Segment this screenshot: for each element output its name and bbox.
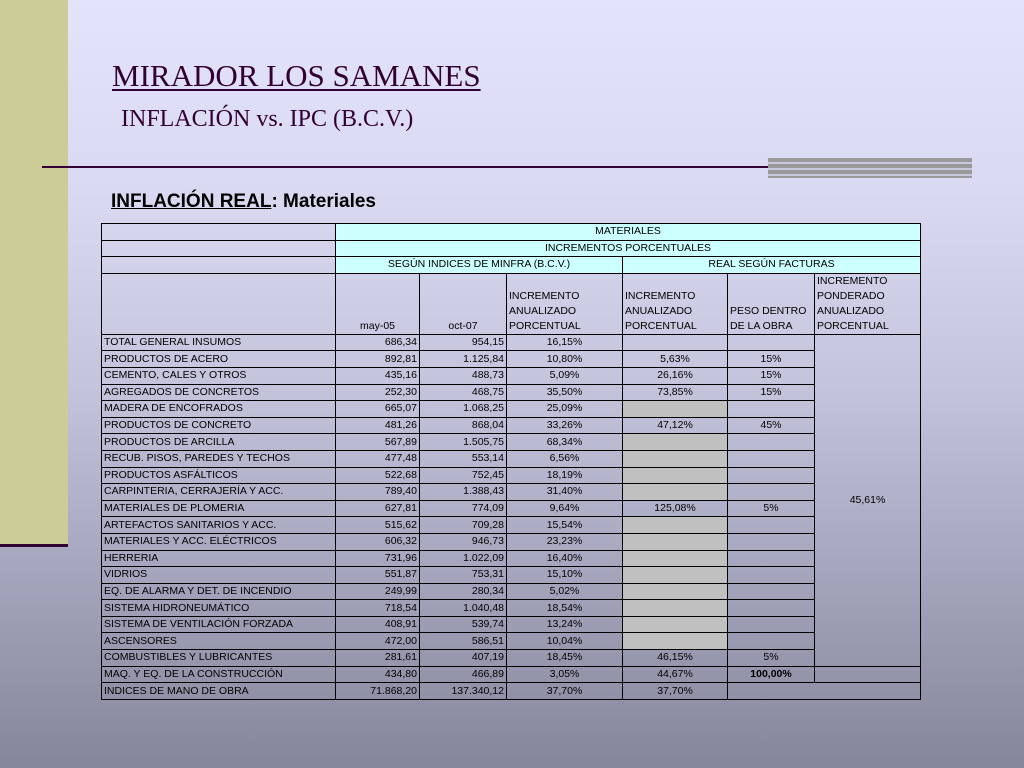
row-name-cell: SISTEMA DE VENTILACIÓN FORZADA xyxy=(102,616,336,633)
row-name-cell: ASCENSORES xyxy=(102,633,336,650)
row-name-cell: TOTAL GENERAL INSUMOS xyxy=(102,334,336,351)
row-peso-cell: 5% xyxy=(728,650,815,667)
row-may-cell: 515,62 xyxy=(336,517,420,534)
table-row xyxy=(102,616,921,633)
table-row xyxy=(102,384,921,401)
section-heading xyxy=(111,191,376,213)
row-real-cell xyxy=(623,583,728,600)
row-inc-cell: 16,40% xyxy=(507,550,623,567)
row-inc-cell: 18,45% xyxy=(507,650,623,667)
row-name-cell: PRODUCTOS DE ACERO xyxy=(102,351,336,368)
row-real-cell: 44,67% xyxy=(623,666,728,683)
empty-cell xyxy=(815,666,921,683)
table-row xyxy=(102,666,921,683)
row-inc-cell: 15,10% xyxy=(507,567,623,584)
row-peso-cell: 45% xyxy=(728,417,815,434)
row-inc-cell: 68,34% xyxy=(507,434,623,451)
row-oct-cell: 539,74 xyxy=(420,616,507,633)
row-peso-cell xyxy=(728,616,815,633)
row-peso-cell: 15% xyxy=(728,384,815,401)
row-inc-cell: 5,09% xyxy=(507,367,623,384)
column-header-peso: PESO DENTRO DE LA OBRA xyxy=(728,273,815,334)
row-may-cell: 731,96 xyxy=(336,550,420,567)
row-inc-cell: 23,23% xyxy=(507,533,623,550)
row-real-cell: 5,63% xyxy=(623,351,728,368)
slide-subtitle: INFLACIÓN vs. IPC (B.C.V.) xyxy=(121,106,414,132)
decorative-side-bar xyxy=(0,0,68,546)
row-peso-cell xyxy=(728,533,815,550)
table-row xyxy=(102,533,921,550)
row-peso-cell xyxy=(728,583,815,600)
row-may-cell: 71.868,20 xyxy=(336,683,420,700)
table-row xyxy=(102,633,921,650)
row-name-cell: VIDRIOS xyxy=(102,567,336,584)
row-inc-cell: 9,64% xyxy=(507,500,623,517)
row-oct-cell: 1.505,75 xyxy=(420,434,507,451)
row-name-cell: EQ. DE ALARMA Y DET. DE INCENDIO xyxy=(102,583,336,600)
row-peso-cell xyxy=(728,567,815,584)
row-peso-cell xyxy=(728,550,815,567)
row-oct-cell: 1.388,43 xyxy=(420,484,507,501)
row-oct-cell: 868,04 xyxy=(420,417,507,434)
row-may-cell: 408,91 xyxy=(336,616,420,633)
table-row xyxy=(102,417,921,434)
row-name-cell: PRODUCTOS DE CONCRETO xyxy=(102,417,336,434)
row-peso-cell xyxy=(728,484,815,501)
row-real-cell xyxy=(623,401,728,418)
table-row xyxy=(102,434,921,451)
table-row xyxy=(102,450,921,467)
table-row xyxy=(102,401,921,418)
row-name-cell: ARTEFACTOS SANITARIOS Y ACC. xyxy=(102,517,336,534)
row-may-cell: 718,54 xyxy=(336,600,420,617)
table-row xyxy=(102,600,921,617)
row-inc-cell: 3,05% xyxy=(507,666,623,683)
table-row xyxy=(102,583,921,600)
row-inc-cell: 37,70% xyxy=(507,683,623,700)
column-header-inc-pond: INCREMENTO PONDERADO ANUALIZADO PORCENTUAL xyxy=(815,273,921,334)
row-real-cell: 47,12% xyxy=(623,417,728,434)
row-peso-cell xyxy=(728,434,815,451)
header-materiales: MATERIALES xyxy=(336,224,921,241)
row-oct-cell: 752,45 xyxy=(420,467,507,484)
row-peso-cell xyxy=(728,600,815,617)
column-header-inc-real: INCREMENTO ANUALIZADO PORCENTUAL xyxy=(623,273,728,334)
row-may-cell: 892,81 xyxy=(336,351,420,368)
row-may-cell: 472,00 xyxy=(336,633,420,650)
row-name-cell: HERRERIA xyxy=(102,550,336,567)
row-peso-cell: 15% xyxy=(728,367,815,384)
row-may-cell: 567,89 xyxy=(336,434,420,451)
section-heading-underlined: INFLACIÓN REAL xyxy=(111,191,272,212)
row-name-cell: MATERIALES Y ACC. ELÉCTRICOS xyxy=(102,533,336,550)
row-name-cell: MADERA DE ENCOFRADOS xyxy=(102,401,336,418)
row-oct-cell: 280,34 xyxy=(420,583,507,600)
row-oct-cell: 488,73 xyxy=(420,367,507,384)
group-header-real: REAL SEGÚN FACTURAS xyxy=(623,257,921,274)
row-peso-cell xyxy=(728,334,815,351)
row-peso-cell: 100,00% xyxy=(728,666,815,683)
header-divider-tab xyxy=(768,158,972,178)
row-name-cell: RECUB. PISOS, PAREDES Y TECHOS xyxy=(102,450,336,467)
table-row xyxy=(102,550,921,567)
row-peso-cell: 5% xyxy=(728,500,815,517)
row-oct-cell: 709,28 xyxy=(420,517,507,534)
row-name-cell: COMBUSTIBLES Y LUBRICANTES xyxy=(102,650,336,667)
row-oct-cell: 553,14 xyxy=(420,450,507,467)
row-inc-cell: 33,26% xyxy=(507,417,623,434)
row-inc-cell: 18,54% xyxy=(507,600,623,617)
row-real-cell: 125,08% xyxy=(623,500,728,517)
row-real-cell: 26,16% xyxy=(623,367,728,384)
row-may-cell: 665,07 xyxy=(336,401,420,418)
row-real-cell xyxy=(623,517,728,534)
row-inc-cell: 15,54% xyxy=(507,517,623,534)
ponderado-total-cell: 45,61% xyxy=(815,334,921,666)
row-real-cell xyxy=(623,616,728,633)
row-real-cell xyxy=(623,600,728,617)
row-inc-cell: 16,15% xyxy=(507,334,623,351)
table-row xyxy=(102,351,921,368)
row-real-cell: 37,70% xyxy=(623,683,728,700)
row-inc-cell: 13,24% xyxy=(507,616,623,633)
row-real-cell xyxy=(623,467,728,484)
row-peso-cell xyxy=(728,450,815,467)
table-row xyxy=(102,517,921,534)
row-may-cell: 249,99 xyxy=(336,583,420,600)
row-oct-cell: 753,31 xyxy=(420,567,507,584)
row-name-cell: SISTEMA HIDRONEUMÁTICO xyxy=(102,600,336,617)
row-may-cell: 522,68 xyxy=(336,467,420,484)
column-header-oct: oct-07 xyxy=(420,273,507,334)
row-peso-cell xyxy=(728,633,815,650)
row-real-cell: 73,85% xyxy=(623,384,728,401)
group-header-minfra: SEGÚN INDICES DE MINFRA (B.C.V.) xyxy=(336,257,623,274)
row-oct-cell: 946,73 xyxy=(420,533,507,550)
side-bar-edge-line xyxy=(0,544,68,547)
materials-inflation-table xyxy=(101,223,921,700)
row-may-cell: 789,40 xyxy=(336,484,420,501)
row-peso-cell: 15% xyxy=(728,351,815,368)
row-may-cell: 477,48 xyxy=(336,450,420,467)
row-oct-cell: 1.022,09 xyxy=(420,550,507,567)
row-real-cell xyxy=(623,533,728,550)
row-inc-cell: 10,04% xyxy=(507,633,623,650)
row-real-cell xyxy=(623,450,728,467)
row-oct-cell: 586,51 xyxy=(420,633,507,650)
row-name-cell: AGREGADOS DE CONCRETOS xyxy=(102,384,336,401)
row-inc-cell: 6,56% xyxy=(507,450,623,467)
row-may-cell: 686,34 xyxy=(336,334,420,351)
row-real-cell: 46,15% xyxy=(623,650,728,667)
section-heading-rest: : Materiales xyxy=(271,191,376,212)
row-inc-cell: 10,80% xyxy=(507,351,623,368)
row-peso-cell xyxy=(728,401,815,418)
slide-title: MIRADOR LOS SAMANES xyxy=(112,58,481,93)
table-row xyxy=(102,650,921,667)
row-may-cell: 551,87 xyxy=(336,567,420,584)
row-name-cell: CARPINTERIA, CERRAJERÍA Y ACC. xyxy=(102,484,336,501)
row-oct-cell: 137.340,12 xyxy=(420,683,507,700)
column-header-may: may-05 xyxy=(336,273,420,334)
row-inc-cell: 31,40% xyxy=(507,484,623,501)
row-inc-cell: 25,09% xyxy=(507,401,623,418)
header-incrementos: INCREMENTOS PORCENTUALES xyxy=(336,240,921,257)
row-may-cell: 281,61 xyxy=(336,650,420,667)
table-row xyxy=(102,484,921,501)
row-oct-cell: 1.125,84 xyxy=(420,351,507,368)
row-real-cell xyxy=(623,434,728,451)
row-inc-cell: 35,50% xyxy=(507,384,623,401)
row-oct-cell: 468,75 xyxy=(420,384,507,401)
row-name-cell: CEMENTO, CALES Y OTROS xyxy=(102,367,336,384)
row-oct-cell: 954,15 xyxy=(420,334,507,351)
row-oct-cell: 1.068,25 xyxy=(420,401,507,418)
row-inc-cell: 18,19% xyxy=(507,467,623,484)
row-name-cell: INDICES DE MANO DE OBRA xyxy=(102,683,336,700)
row-oct-cell: 407,19 xyxy=(420,650,507,667)
row-real-cell xyxy=(623,484,728,501)
table-row xyxy=(102,500,921,517)
row-may-cell: 481,26 xyxy=(336,417,420,434)
table-row xyxy=(102,367,921,384)
row-real-cell xyxy=(623,567,728,584)
row-oct-cell: 774,09 xyxy=(420,500,507,517)
row-may-cell: 434,80 xyxy=(336,666,420,683)
row-oct-cell: 466,89 xyxy=(420,666,507,683)
row-inc-cell: 5,02% xyxy=(507,583,623,600)
row-may-cell: 435,16 xyxy=(336,367,420,384)
row-may-cell: 627,81 xyxy=(336,500,420,517)
row-oct-cell: 1.040,48 xyxy=(420,600,507,617)
row-real-cell xyxy=(623,550,728,567)
row-name-cell: MATERIALES DE PLOMERIA xyxy=(102,500,336,517)
row-name-cell: PRODUCTOS DE ARCILLA xyxy=(102,434,336,451)
table-row xyxy=(102,683,921,700)
row-peso-cell xyxy=(728,467,815,484)
empty-cell xyxy=(728,683,921,700)
row-name-cell: MAQ. Y EQ. DE LA CONSTRUCCIÓN xyxy=(102,666,336,683)
row-real-cell xyxy=(623,633,728,650)
row-peso-cell xyxy=(728,517,815,534)
table-row xyxy=(102,567,921,584)
row-real-cell xyxy=(623,334,728,351)
row-may-cell: 252,30 xyxy=(336,384,420,401)
row-name-cell: PRODUCTOS ASFÁLTICOS xyxy=(102,467,336,484)
table-row xyxy=(102,334,921,351)
row-may-cell: 606,32 xyxy=(336,533,420,550)
table-row xyxy=(102,467,921,484)
column-header-inc-anual: INCREMENTO ANUALIZADO PORCENTUAL xyxy=(507,273,623,334)
